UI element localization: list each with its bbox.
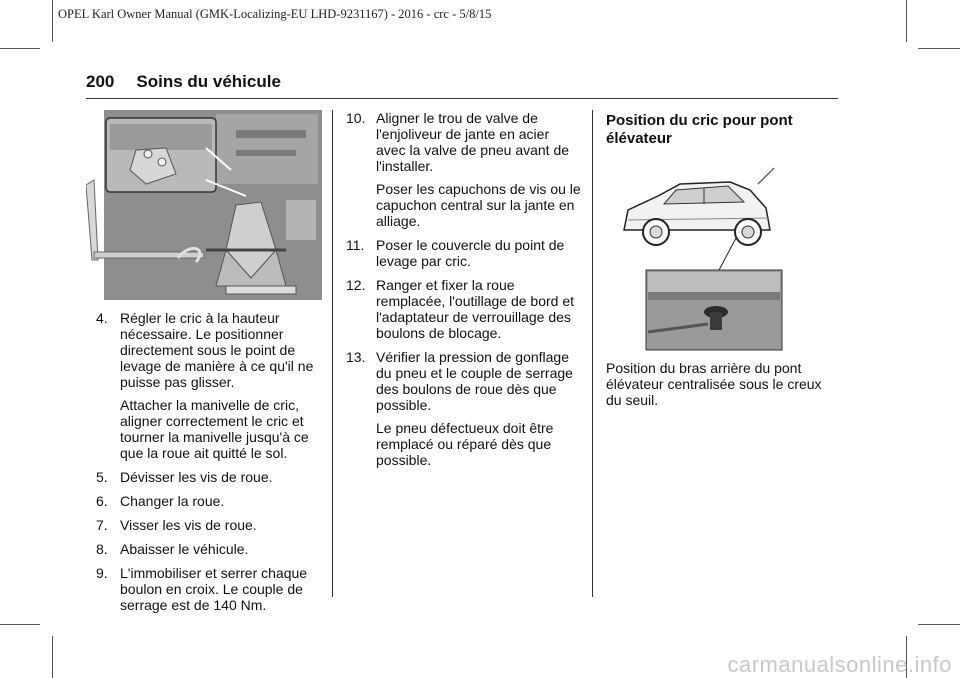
step-text: Ranger et fixer la roue remplacée, l'outillage de bord et l'adaptateur de verrouillage des boulons de blocage.	[376, 277, 575, 341]
car-lift-illustration	[618, 162, 784, 352]
list-item	[96, 469, 328, 485]
right-column	[606, 112, 838, 148]
section-title: Soins du véhicule	[136, 72, 281, 91]
list-item	[96, 565, 328, 613]
step-text: Régler le cric à la hauteur nécessaire. Le positionner directement sous le point de levage de manière à ce qu'il ne puisse pas glisser.	[120, 310, 314, 390]
step-number: 8.	[96, 541, 108, 557]
step-text: Poser les capuchons de vis ou le capuchon central sur la jante en alliage.	[376, 181, 581, 229]
crop-mark	[918, 624, 960, 625]
step-number: 5.	[96, 469, 108, 485]
step-number: 9.	[96, 565, 108, 581]
left-column	[96, 310, 328, 621]
step-text: Visser les vis de roue.	[120, 517, 257, 533]
column-divider	[592, 110, 593, 597]
running-header	[86, 72, 281, 92]
steps-list-middle	[346, 110, 582, 468]
right-caption-block	[606, 360, 838, 408]
page-number: 200	[86, 72, 115, 91]
step-text: Poser le couvercle du point de levage par cric.	[376, 237, 565, 269]
step-text: Attacher la manivelle de cric, aligner correctement le cric et tourner la manivelle jusqu'à ce que la roue ait quitté le sol.	[120, 397, 309, 461]
header-rule	[86, 98, 838, 99]
column-divider	[332, 110, 333, 597]
list-item	[346, 237, 582, 269]
step-number: 13.	[346, 349, 366, 365]
crop-mark	[918, 48, 960, 49]
crop-mark	[906, 0, 907, 42]
crop-mark	[0, 48, 40, 49]
list-item	[96, 493, 328, 509]
step-number: 11.	[346, 237, 365, 253]
list-item	[96, 517, 328, 533]
crop-mark	[0, 624, 40, 625]
document-meta: OPEL Karl Owner Manual (GMK-Localizing-EU LHD-9231167) - 2016 - crc - 5/8/15	[58, 7, 492, 21]
list-item	[96, 310, 328, 461]
middle-column	[346, 110, 582, 476]
figure-caption: Position du bras arrière du pont élévateur centralisée sous le creux du seuil.	[606, 360, 822, 408]
crop-mark	[52, 636, 53, 678]
crop-mark	[52, 0, 53, 42]
step-text: L'immobiliser et serrer chaque boulon en croix. Le couple de serrage est de 140 Nm.	[120, 565, 308, 613]
list-item	[96, 541, 328, 557]
step-text: Dévisser les vis de roue.	[120, 469, 273, 485]
step-text: Le pneu défectueux doit être remplacé ou réparé dès que possible.	[376, 420, 554, 468]
steps-list-left	[96, 310, 328, 613]
step-number: 6.	[96, 493, 108, 509]
step-number: 4.	[96, 310, 108, 326]
list-item	[346, 349, 582, 468]
list-item	[346, 110, 582, 229]
list-item	[346, 277, 582, 341]
step-number: 12.	[346, 277, 366, 293]
jack-illustration	[86, 110, 322, 300]
watermark: carmanualsonline.info	[727, 652, 952, 677]
step-text: Vérifier la pression de gonflage du pneu et le couple de serrage des boulons de roue dès que possible.	[376, 349, 573, 413]
step-number: 7.	[96, 517, 108, 533]
section-heading: Position du cric pour pont élévateur	[606, 112, 793, 147]
step-text: Abaisser le véhicule.	[120, 541, 249, 557]
step-text: Aligner le trou de valve de l'enjoliveur de jante en acier avec la valve de pneu avant de l'installer.	[376, 110, 570, 174]
step-text: Changer la roue.	[120, 493, 225, 509]
step-number: 10.	[346, 110, 366, 126]
